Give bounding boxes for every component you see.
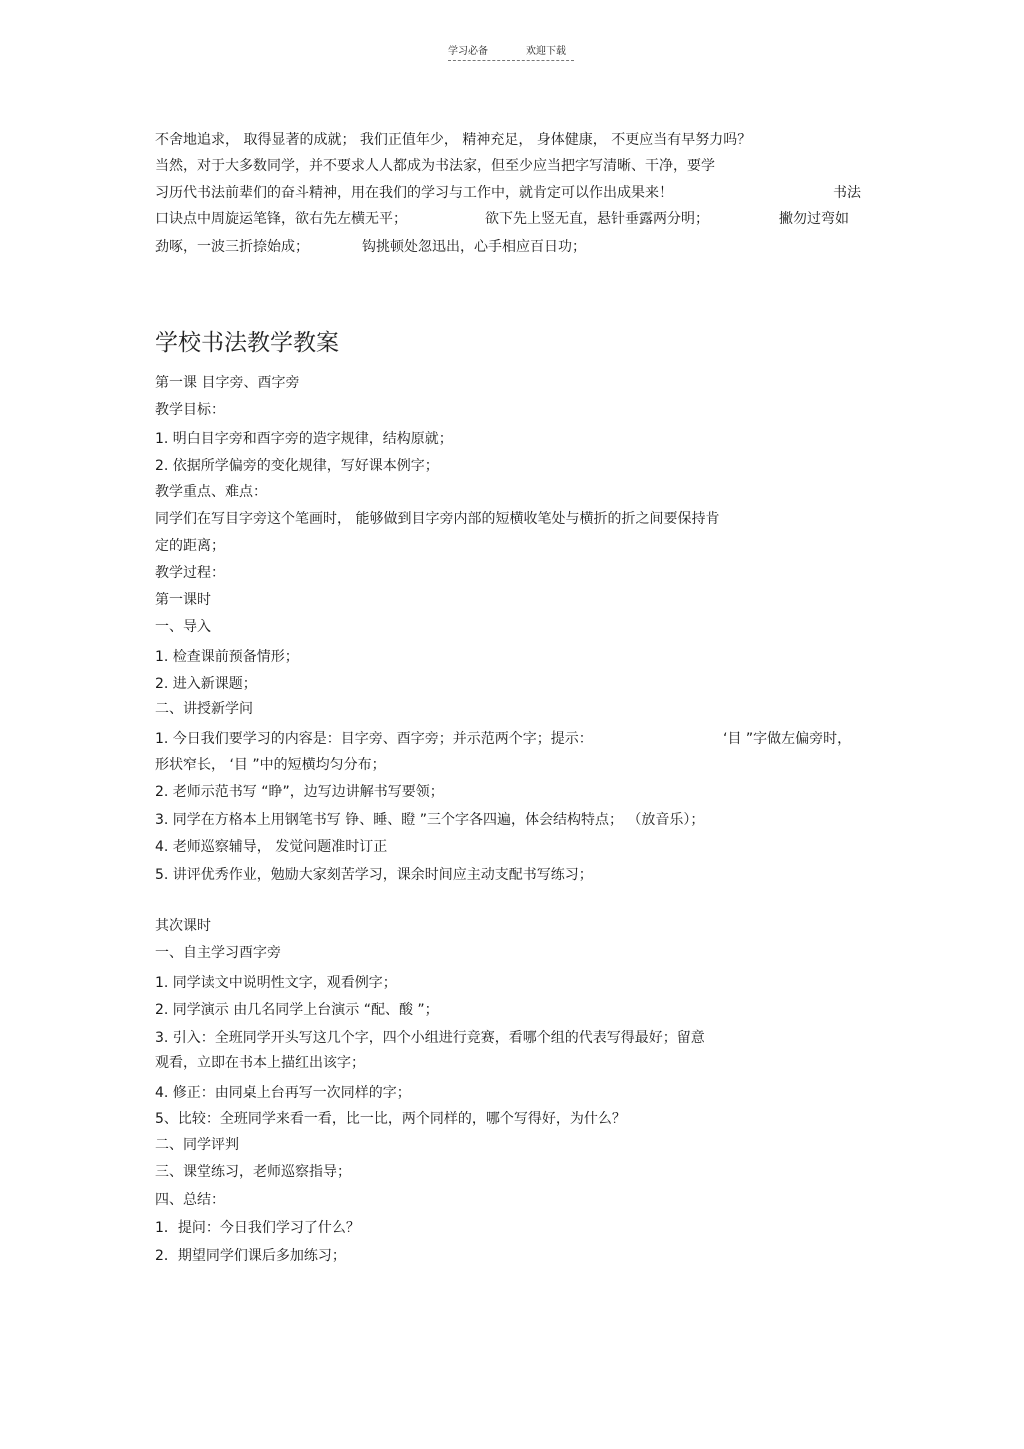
header-left-text: 学习必备 [448,46,488,57]
intro-line-text: 撇勿过弯如 [779,211,849,227]
text-line: 5. 讲评优秀作业，勉励大家刻苦学习，课余时间应主动支配书写练习； [155,867,593,883]
text-line: 2. 老师示范书写 “睁”，边写边讲解书写要领； [155,784,444,800]
text-line: 教学目标： [155,402,225,418]
text-line: 5、比较：全班同学来看一看，比一比，两个同样的，哪个写得好，为什么？ [155,1111,626,1127]
header-right-text: 欢迎下载 [526,46,566,57]
text-line: 定的距离； [155,538,225,554]
text-line: 三、课堂练习，老师巡察指导； [155,1164,351,1180]
text-line: 教学过程： [155,565,225,581]
text-line: 1．提问：今日我们学习了什么？ [155,1220,360,1236]
intro-line-text: 口诀点中周旋运笔锋，欲右先左横无平； [155,211,407,227]
text-line: 形状窄长， ‘目 ”中的短横均匀分布； [155,757,386,773]
intro-line-text: 劲啄，一波三折捺始成； [155,239,309,255]
text-line: 1. 同学读文中说明性文字，观看例字； [155,975,397,991]
header-divider [448,60,574,61]
intro-line-text: 书法 [833,185,861,201]
intro-line-text: 欲下先上竖无直，悬针垂露两分明； [485,211,709,227]
page-header [448,42,576,62]
text-line: 第一课 目字旁、酉字旁 [155,375,300,391]
text-line: 教学重点、难点： [155,484,267,500]
text-line: 2. 同学演示 由几名同学上台演示 “配、酸 ”； [155,1002,439,1018]
text-line-segment: 1. 今日我们要学习的内容是：目字旁、酉字旁；并示范两个字；提示： [155,731,593,747]
text-line: 第一课时 [155,592,211,608]
text-line: 观看，立即在书本上描红出该字； [155,1055,365,1071]
text-line: 同学们在写目字旁这个笔画时， 能够做到目字旁内部的短横收笔处与横折的折之间要保持肯 [155,511,720,527]
text-line: 1. 检查课前预备情形； [155,649,299,665]
text-line: 其次课时 [155,918,211,934]
text-line: 2. 进入新课题； [155,676,257,692]
intro-line-text: 钩挑顿处忽迅出，心手相应百日功； [362,239,586,255]
text-line: 3. 同学在方格本上用钢笔书写 铮、睡、瞪 ”三个字各四遍，体会结构特点； （放音乐）； [155,812,705,828]
text-line: 2. 依据所学偏旁的变化规律，写好课本例字； [155,458,439,474]
intro-line: 不舍地追求， 取得显著的成就； 我们正值年少， 精神充足， 身体健康， 不更应当有早努力吗？ [155,132,752,148]
text-line: 一、导入 [155,619,211,635]
text-line: 一、自主学习酉字旁 [155,945,281,961]
text-line: 2．期望同学们课后多加练习； [155,1248,346,1264]
text-line: 四、总结： [155,1192,225,1208]
text-line-segment: ‘目 ”字做左偏旁时， [723,731,852,747]
text-line: 二、同学评判 [155,1137,239,1153]
text-line: 4. 老师巡察辅导， 发觉问题准时订正 [155,839,388,855]
text-line: 3. 引入：全班同学开头写这几个字，四个小组进行竞赛，看哪个组的代表写得最好；留意 [155,1030,705,1046]
intro-line: 当然，对于大多数同学，并不要求人人都成为书法家，但至少应当把字写清晰、干净，要学 [155,158,715,174]
text-line: 二、讲授新学问 [155,701,253,717]
text-line: 1. 明白目字旁和酉字旁的造字规律，结构原就； [155,431,453,447]
document-title: 学校书法教学教案 [155,330,339,356]
text-line: 4. 修正：由同桌上台再写一次同样的字； [155,1085,411,1101]
intro-line-text: 习历代书法前辈们的奋斗精神，用在我们的学习与工作中，就肯定可以作出成果来！ [155,185,673,201]
